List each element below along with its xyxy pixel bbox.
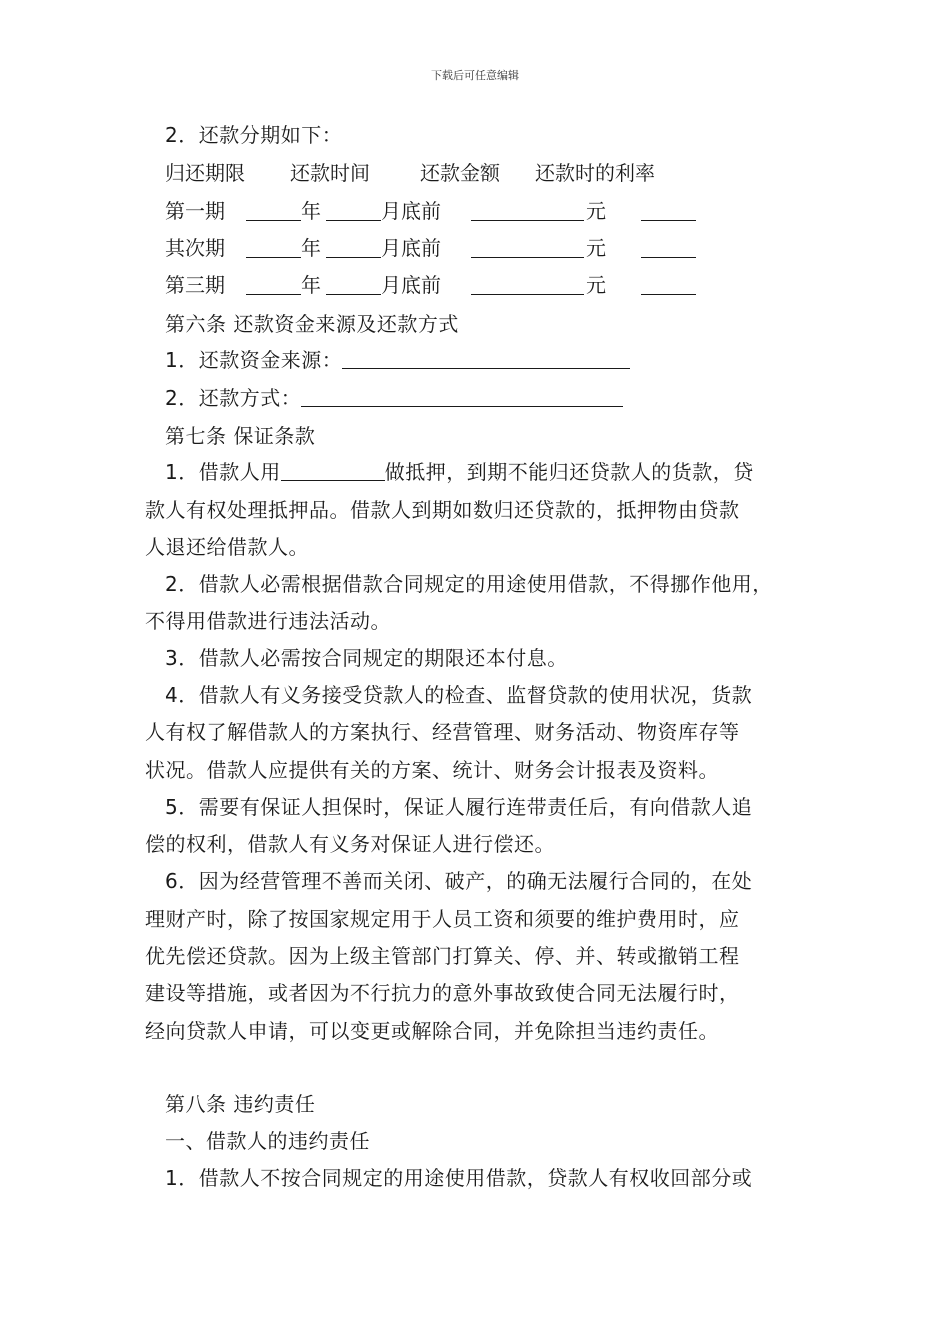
- header-time: 还款时间: [290, 161, 370, 185]
- row-unit: 元: [586, 236, 606, 260]
- amount-blank[interactable]: [471, 237, 584, 258]
- header-watermark: 下载后可任意编辑: [431, 69, 519, 82]
- month-blank[interactable]: [326, 237, 381, 258]
- header-period: 归还期限: [165, 161, 245, 185]
- collateral-blank[interactable]: [281, 460, 385, 481]
- article7-p4-line3: 状况。借款人应提供有关的方案、统计、财务会计报表及资料。: [145, 758, 719, 782]
- header-amount: 还款金额: [420, 161, 500, 185]
- rate-blank[interactable]: [641, 237, 696, 258]
- row-month: 月底前: [381, 273, 441, 297]
- month-blank[interactable]: [326, 274, 381, 295]
- repayment-source-label: 1．还款资金来源：: [165, 348, 343, 372]
- month-blank[interactable]: [326, 200, 381, 221]
- article7-p2-line2: 不得用借款进行违法活动。: [145, 609, 391, 633]
- article7-p6-line3: 优先偿还贷款。因为上级主管部门打算关、停、并、转或撤销工程: [145, 944, 740, 968]
- article7-p3-line1: 3．借款人必需按合同规定的期限还本付息。: [165, 646, 568, 670]
- rate-blank[interactable]: [641, 200, 696, 221]
- article7-p2-line1: 2．借款人必需根据借款合同规定的用途使用借款，不得挪作他用，: [165, 572, 773, 596]
- repayment-method-label: 2．还款方式：: [165, 386, 302, 410]
- row-year: 年: [301, 236, 321, 260]
- year-blank[interactable]: [246, 200, 301, 221]
- amount-blank[interactable]: [471, 274, 584, 295]
- article7-p6-line4: 建设等措施，或者因为不行抗力的意外事故致使合同无法履行时，: [145, 981, 740, 1005]
- repayment-source-line: [165, 347, 630, 373]
- article7-p1-line3: 人退还给借款人。: [145, 535, 309, 559]
- row-period: 第三期: [165, 273, 225, 297]
- year-blank[interactable]: [246, 274, 301, 295]
- installment-intro: 2．还款分期如下：: [165, 123, 343, 147]
- article7-p6-line1: 6．因为经营管理不善而关闭、破产，的确无法履行合同的，在处: [165, 869, 753, 893]
- article8-subheading: 一、借款人的违约责任: [165, 1129, 370, 1153]
- article7-p4-line1: 4．借款人有义务接受贷款人的检查、监督贷款的使用状况，货款: [165, 683, 753, 707]
- amount-blank[interactable]: [471, 200, 584, 221]
- repayment-method-line: [165, 385, 623, 411]
- article7-p4-line2: 人有权了解借款人的方案执行、经营管理、财务活动、物资库存等: [145, 720, 740, 744]
- year-blank[interactable]: [246, 237, 301, 258]
- row-month: 月底前: [381, 199, 441, 223]
- article8-title: 第八条 违约责任: [165, 1092, 316, 1116]
- repayment-source-blank[interactable]: [342, 348, 630, 369]
- repayment-method-blank[interactable]: [301, 386, 623, 407]
- article7-p6-line5: 经向贷款人申请，可以变更或解除合同，并免除担当违约责任。: [145, 1019, 719, 1043]
- row-year: 年: [301, 273, 321, 297]
- article7-p5-line1: 5．需要有保证人担保时，保证人履行连带责任后，有向借款人追: [165, 795, 753, 819]
- rate-blank[interactable]: [641, 274, 696, 295]
- row-unit: 元: [586, 273, 606, 297]
- article6-title: 第六条 还款资金来源及还款方式: [165, 312, 459, 336]
- p1-text-a: 1．借款人用: [165, 460, 281, 484]
- article7-title: 第七条 保证条款: [165, 424, 316, 448]
- header-rate: 还款时的利率: [535, 161, 655, 185]
- row-period: 其次期: [165, 236, 225, 260]
- article7-p1-line2: 款人有权处理抵押品。借款人到期如数归还贷款的，抵押物由贷款: [145, 498, 740, 522]
- row-unit: 元: [586, 199, 606, 223]
- row-year: 年: [301, 199, 321, 223]
- article7-p5-line2: 偿的权利，借款人有义务对保证人进行偿还。: [145, 832, 555, 856]
- row-period: 第一期: [165, 199, 225, 223]
- row-month: 月底前: [381, 236, 441, 260]
- article7-p6-line2: 理财产时，除了按国家规定用于人员工资和须要的维护费用时，应: [145, 907, 740, 931]
- article7-p1-line1: [165, 459, 754, 485]
- article8-p1-line1: 1．借款人不按合同规定的用途使用借款，贷款人有权收回部分或: [165, 1166, 753, 1190]
- p1-text-b: 做抵押，到期不能归还贷款人的货款，贷: [384, 460, 754, 484]
